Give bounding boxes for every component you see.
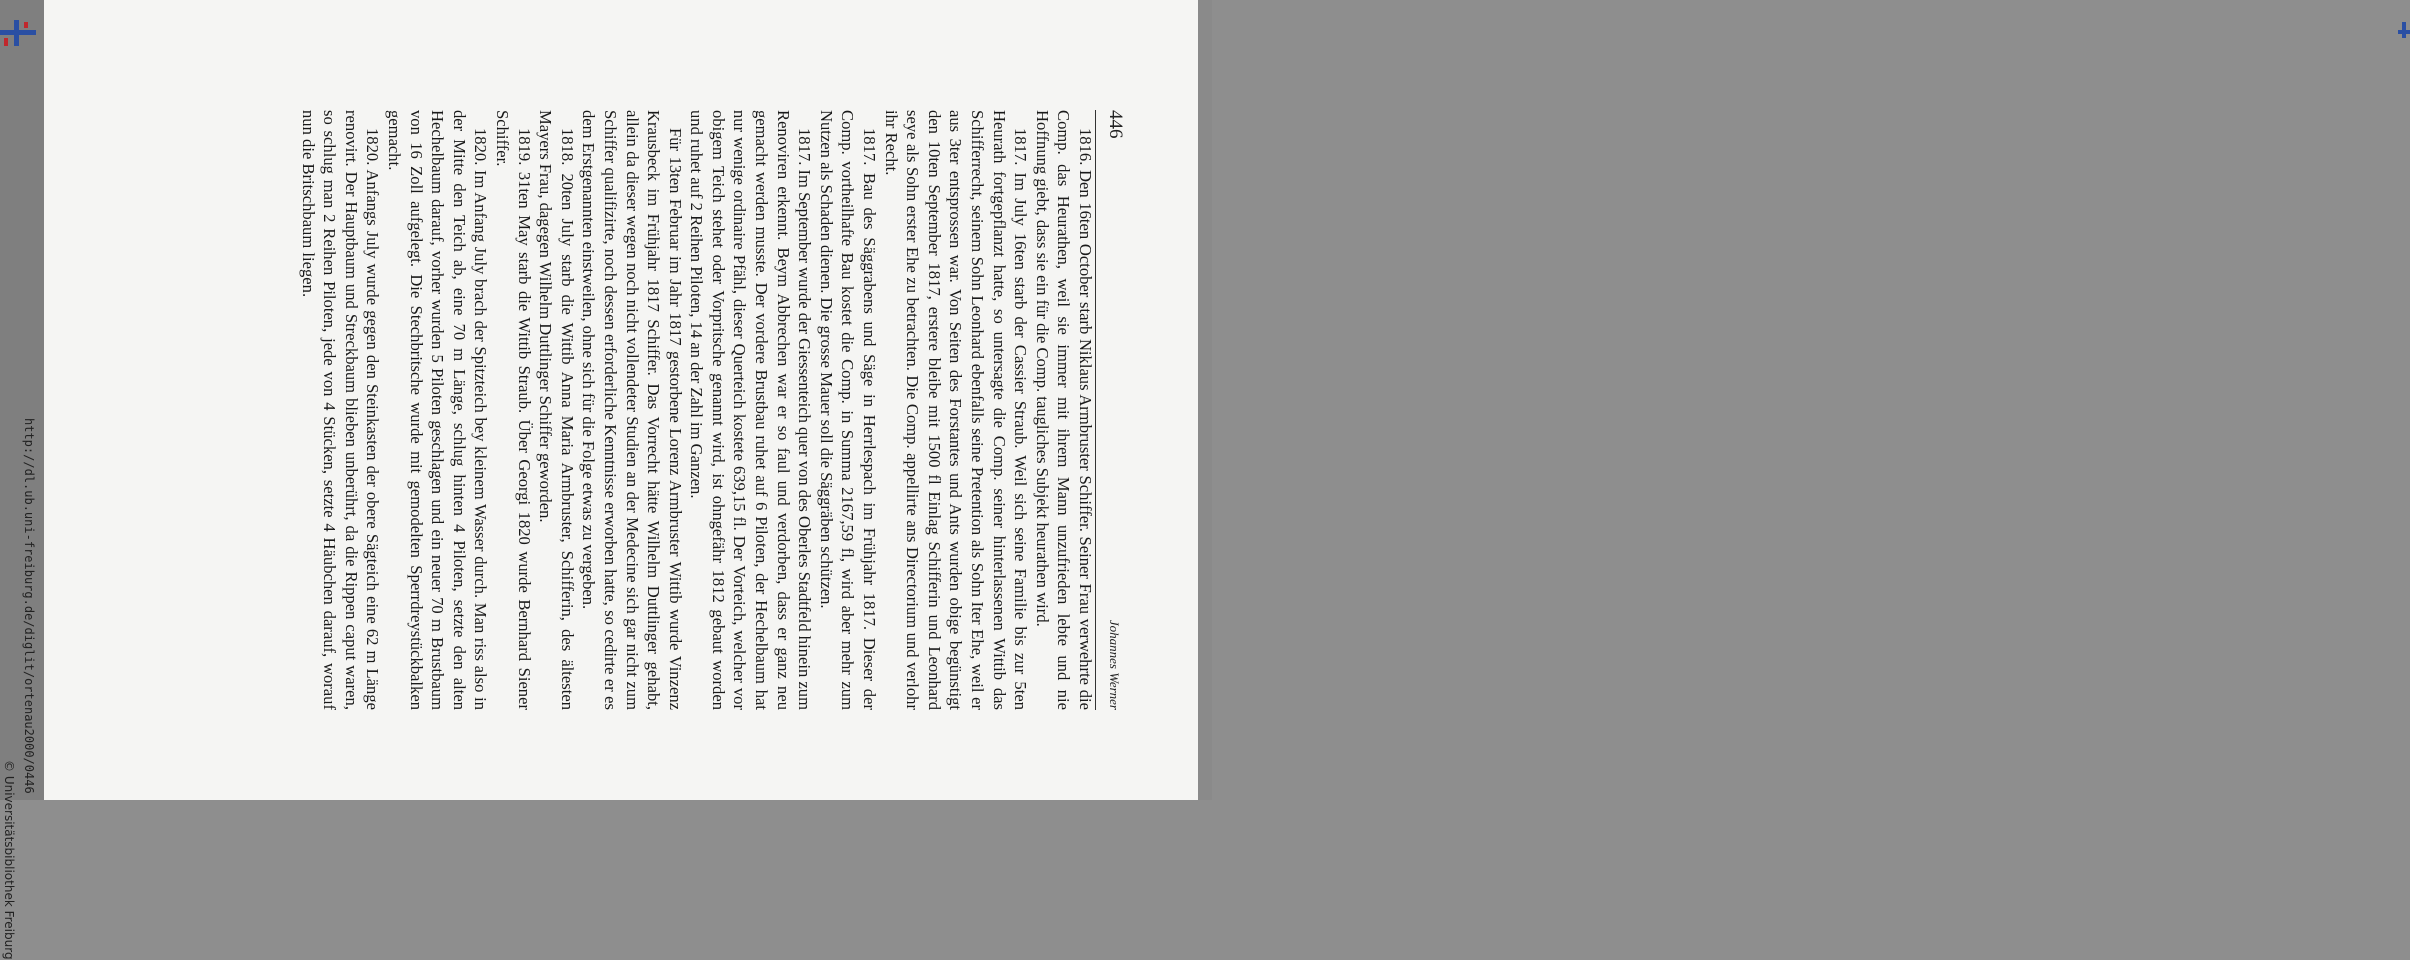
paragraph: Für 13ten Februar im Jahr 1817 gestorbene Lorenz Armbruster Wittib wurde Vinzenz Krausbeck im Frühjahr 1817 Schiffer. Das Vorrecht hätte Wilhelm Duttlinger gehabt, allein da dieser wegen noch nicht vollendeter Studien an der Medecine sich gar nicht zum Schiffer qualifizirte, noch dessen erforderliche Kenntnisse erworben hatte, so cedirte er es dem Erstgenannten einstweilen, ohne sich für die Folge etwas zu vergeben. [579,110,685,710]
copyright-text: © Universitätsbibliothek Freiburg [2,760,16,960]
paragraph: 1817. Bau des Säggrabens und Säge in Herrlespach im Frühjahr 1817. Dieser der Comp. vortheilhafte Bau kostet die Comp. in Summa 2167,59 fl, wird aber mehr zum Nutzen als Schaden dienen. Die grosse Mauer soll die Säggräben schützen. [816,110,880,710]
body-text [297,110,1096,710]
library-logo-fragment-icon [2398,22,2410,42]
library-logo-icon [0,20,40,50]
paragraph: 1817. Im September wurde der Giessenteich quer von des Oberles Stadtfeld hinein zum Renoviren erkennt. Beym Abbrechen war er so faul und verdorben, dass er ganz neu gemacht werden musste. Der vordere Brustbau ruhet auf 6 Piloten, der Hechelbaum hat nur wenige ordinaire Pfähl, dieser Querteich kostete 639,15 fl. Der Vorteich, welcher vor obigem Teich stehet oder Vorpritsche genannt wird, ist ohngefähr 1812 gebaut worden und ruhet auf 2 Reihen Piloten, 14 an der Zahl im Ganzen. [687,110,815,711]
paragraph: 1817. Im July 16ten starb der Cassier Straub. Weil sich seine Familie bis zur 5ten Heurath fortgepflanzt hatte, so untersagte die Comp. seiner hinterlassenen Wittib das Schifferrecht, seinem Sohn Leonhard ebenfalls seine Pretention als Sohn Iter Ehe, weil er aus 3ter entsprossen war. Von Seiten des Forstantes und Ants wurden obige begünstigt den 10ten September 1817, erstere bleibe mit 1500 fl Einlag Schifferin und Leonhard seye als Sohn erster Ehe zu betrachten. Die Comp. appellirte ans Directorium und verlohr ihr Recht. [881,110,1031,710]
paragraph: 1818. 20ten July starb die Wittib Anna Maria Armbruster, Schifferin, des ältesten Mayers Frau, dagegen Wilhelm Duttlinger Schiffer geworden. [536,110,577,710]
page-header [1095,110,1128,710]
viewer-right-margin [1198,0,1212,800]
source-url-text: http://dl.ub.uni-freiburg.de/diglit/ortenau2000/0446 [22,418,36,794]
page-number: 446 [1105,110,1126,139]
paragraph: 1820. Anfangs July wurde gegen den Steinkasten der obere Sägteich eine 62 m Länge renovirt. Der Hauptbaum und Streckbaum blieben unberührt, da die Rippen caput waren, so schlug man 2 Reihen Piloten, jede von 4 Stücken, setzte 4 Häubchen darauf, worauf nun die Britschbaum liegen. [298,110,383,710]
scanned-page [44,0,1198,800]
paragraph: 1819. 31ten May starb die Wittib Straub. Über Georgi 1820 wurde Bernhard Siener Schiffer. [492,110,534,710]
paragraph: 1820. Im Anfang July brach der Spitzteich bey kleinem Wasser durch. Man riss also in der Mitte den Teich ab, eine 70 m Länge, schlug hinten 4 Piloten, setzte den alten Hechelbaum darauf, vorher wurden 5 Piloten geschlagen und ein neuer 70 m Brustbaum von 16 Zoll aufgelegt. Die Stechbritsche wurde mit gemodelten Sperrdreystückbalken gemacht. [385,110,491,710]
copyright-note [2,760,18,960]
source-url[interactable] [20,418,40,800]
rotated-page-content [44,0,1198,711]
running-head: Johannes Werner [1107,619,1122,710]
paragraph: 1816. Den 16ten October starb Niklaus Armbruster Schiffer. Seiner Frau verwehrte die Comp. das Heurathen, weil sie immer mit ihrem Mann unzufrieden lebte und nie Hoffnung giebt, dass sie ein für die Comp. taugliches Subjekt heurathen wird. [1032,110,1095,710]
